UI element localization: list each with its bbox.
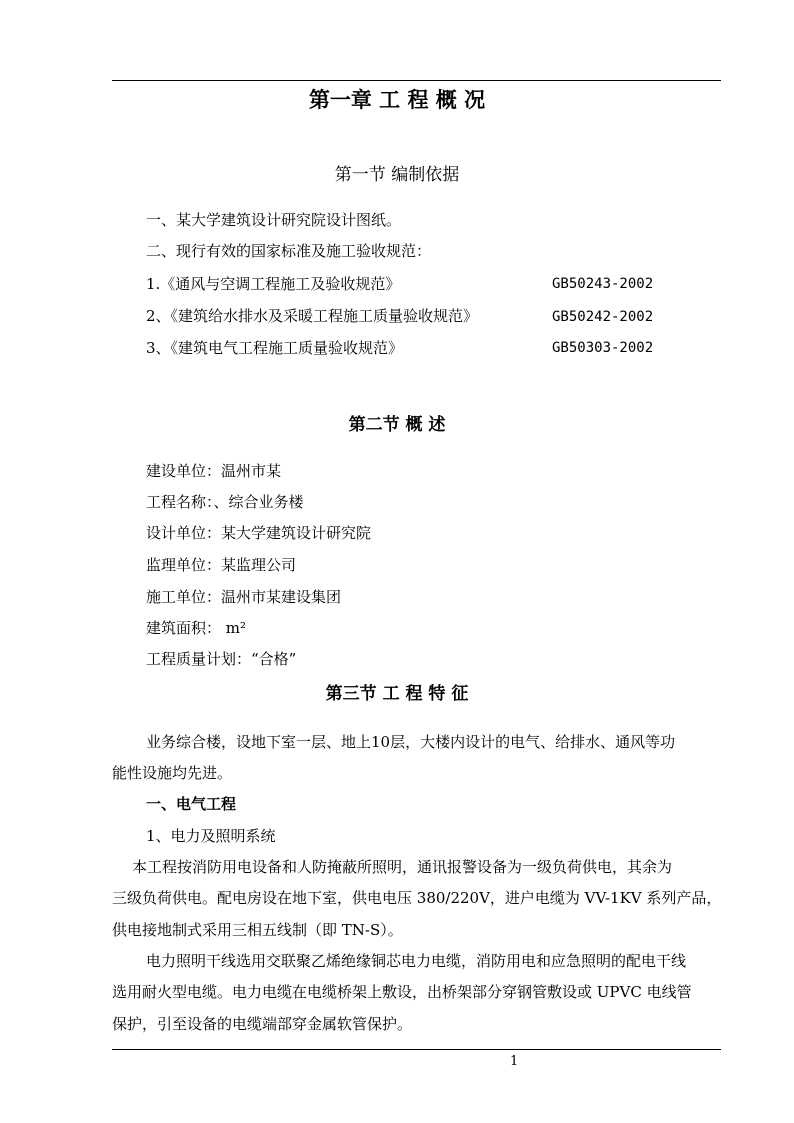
info-supervisor: 监理单位：某监理公司 (146, 556, 297, 574)
info-owner: 建设单位：温州市某 (146, 462, 282, 480)
footer-rule (112, 1049, 721, 1050)
basis-item-1: 一、某大学建筑设计研究院设计图纸。 (146, 211, 402, 229)
info-area: 建筑面积： m² (146, 619, 247, 637)
spec-code-1: GB50243-2002 (552, 276, 654, 292)
section-title-2: 第二节 概 述 (348, 415, 446, 435)
section-title-3: 第三节 工 程 特 征 (325, 684, 469, 704)
para2-line-3: 保护，引至设备的电缆端部穿金属软管保护。 (112, 1015, 413, 1033)
page-number: 1 (510, 1054, 519, 1069)
spec-code-3: GB50303-2002 (552, 340, 654, 356)
chapter-title: 第一章 工 程 概 况 (308, 87, 486, 112)
subheading-power-lighting: 1、电力及照明系统 (146, 827, 276, 845)
spec-name-1: 1.《通风与空调工程施工及验收规范》 (146, 275, 401, 293)
intro-line-1: 业务综合楼，设地下室一层、地上10层，大楼内设计的电气、给排水、通风等功 (146, 733, 676, 751)
section-title-1: 第一节 编制依据 (334, 165, 460, 185)
info-quality: 工程质量计划：“合格” (146, 650, 297, 668)
para1-line-1: 本工程按消防用电设备和人防掩蔽所照明，通讯报警设备为一级负荷供电，其余为 (132, 858, 673, 876)
spec-name-2: 2、《建筑给水排水及采暖工程施工质量验收规范》 (146, 307, 479, 325)
para2-line-1: 电力照明干线选用交联聚乙烯绝缘铜芯电力电缆，消防用电和应急照明的配电干线 (146, 952, 687, 970)
spec-name-3: 3、《建筑电气工程施工质量验收规范》 (146, 339, 404, 357)
intro-line-2: 能性设施均先进。 (112, 764, 233, 782)
subheading-electrical: 一、电气工程 (146, 795, 237, 813)
spec-code-2: GB50242-2002 (552, 309, 654, 325)
para1-line-2: 三级负荷供电。配电房设在地下室，供电电压 380/220V，进户电缆为 VV-1KV 系列产品， (112, 889, 722, 907)
header-rule (112, 80, 721, 81)
info-contractor: 施工单位：温州市某建设集团 (146, 588, 342, 606)
para2-line-2: 选用耐火型电缆。电力电缆在电缆桥架上敷设，出桥架部分穿钢管敷设或 UPVC 电线管 (112, 983, 692, 1001)
para1-line-3: 供电接地制式采用三相五线制（即 TN-S）。 (112, 921, 403, 939)
info-designer: 设计单位：某大学建筑设计研究院 (146, 524, 372, 542)
info-project-name: 工程名称：、综合业务楼 (146, 493, 304, 511)
basis-item-2: 二、现行有效的国家标准及施工验收规范： (146, 242, 432, 260)
